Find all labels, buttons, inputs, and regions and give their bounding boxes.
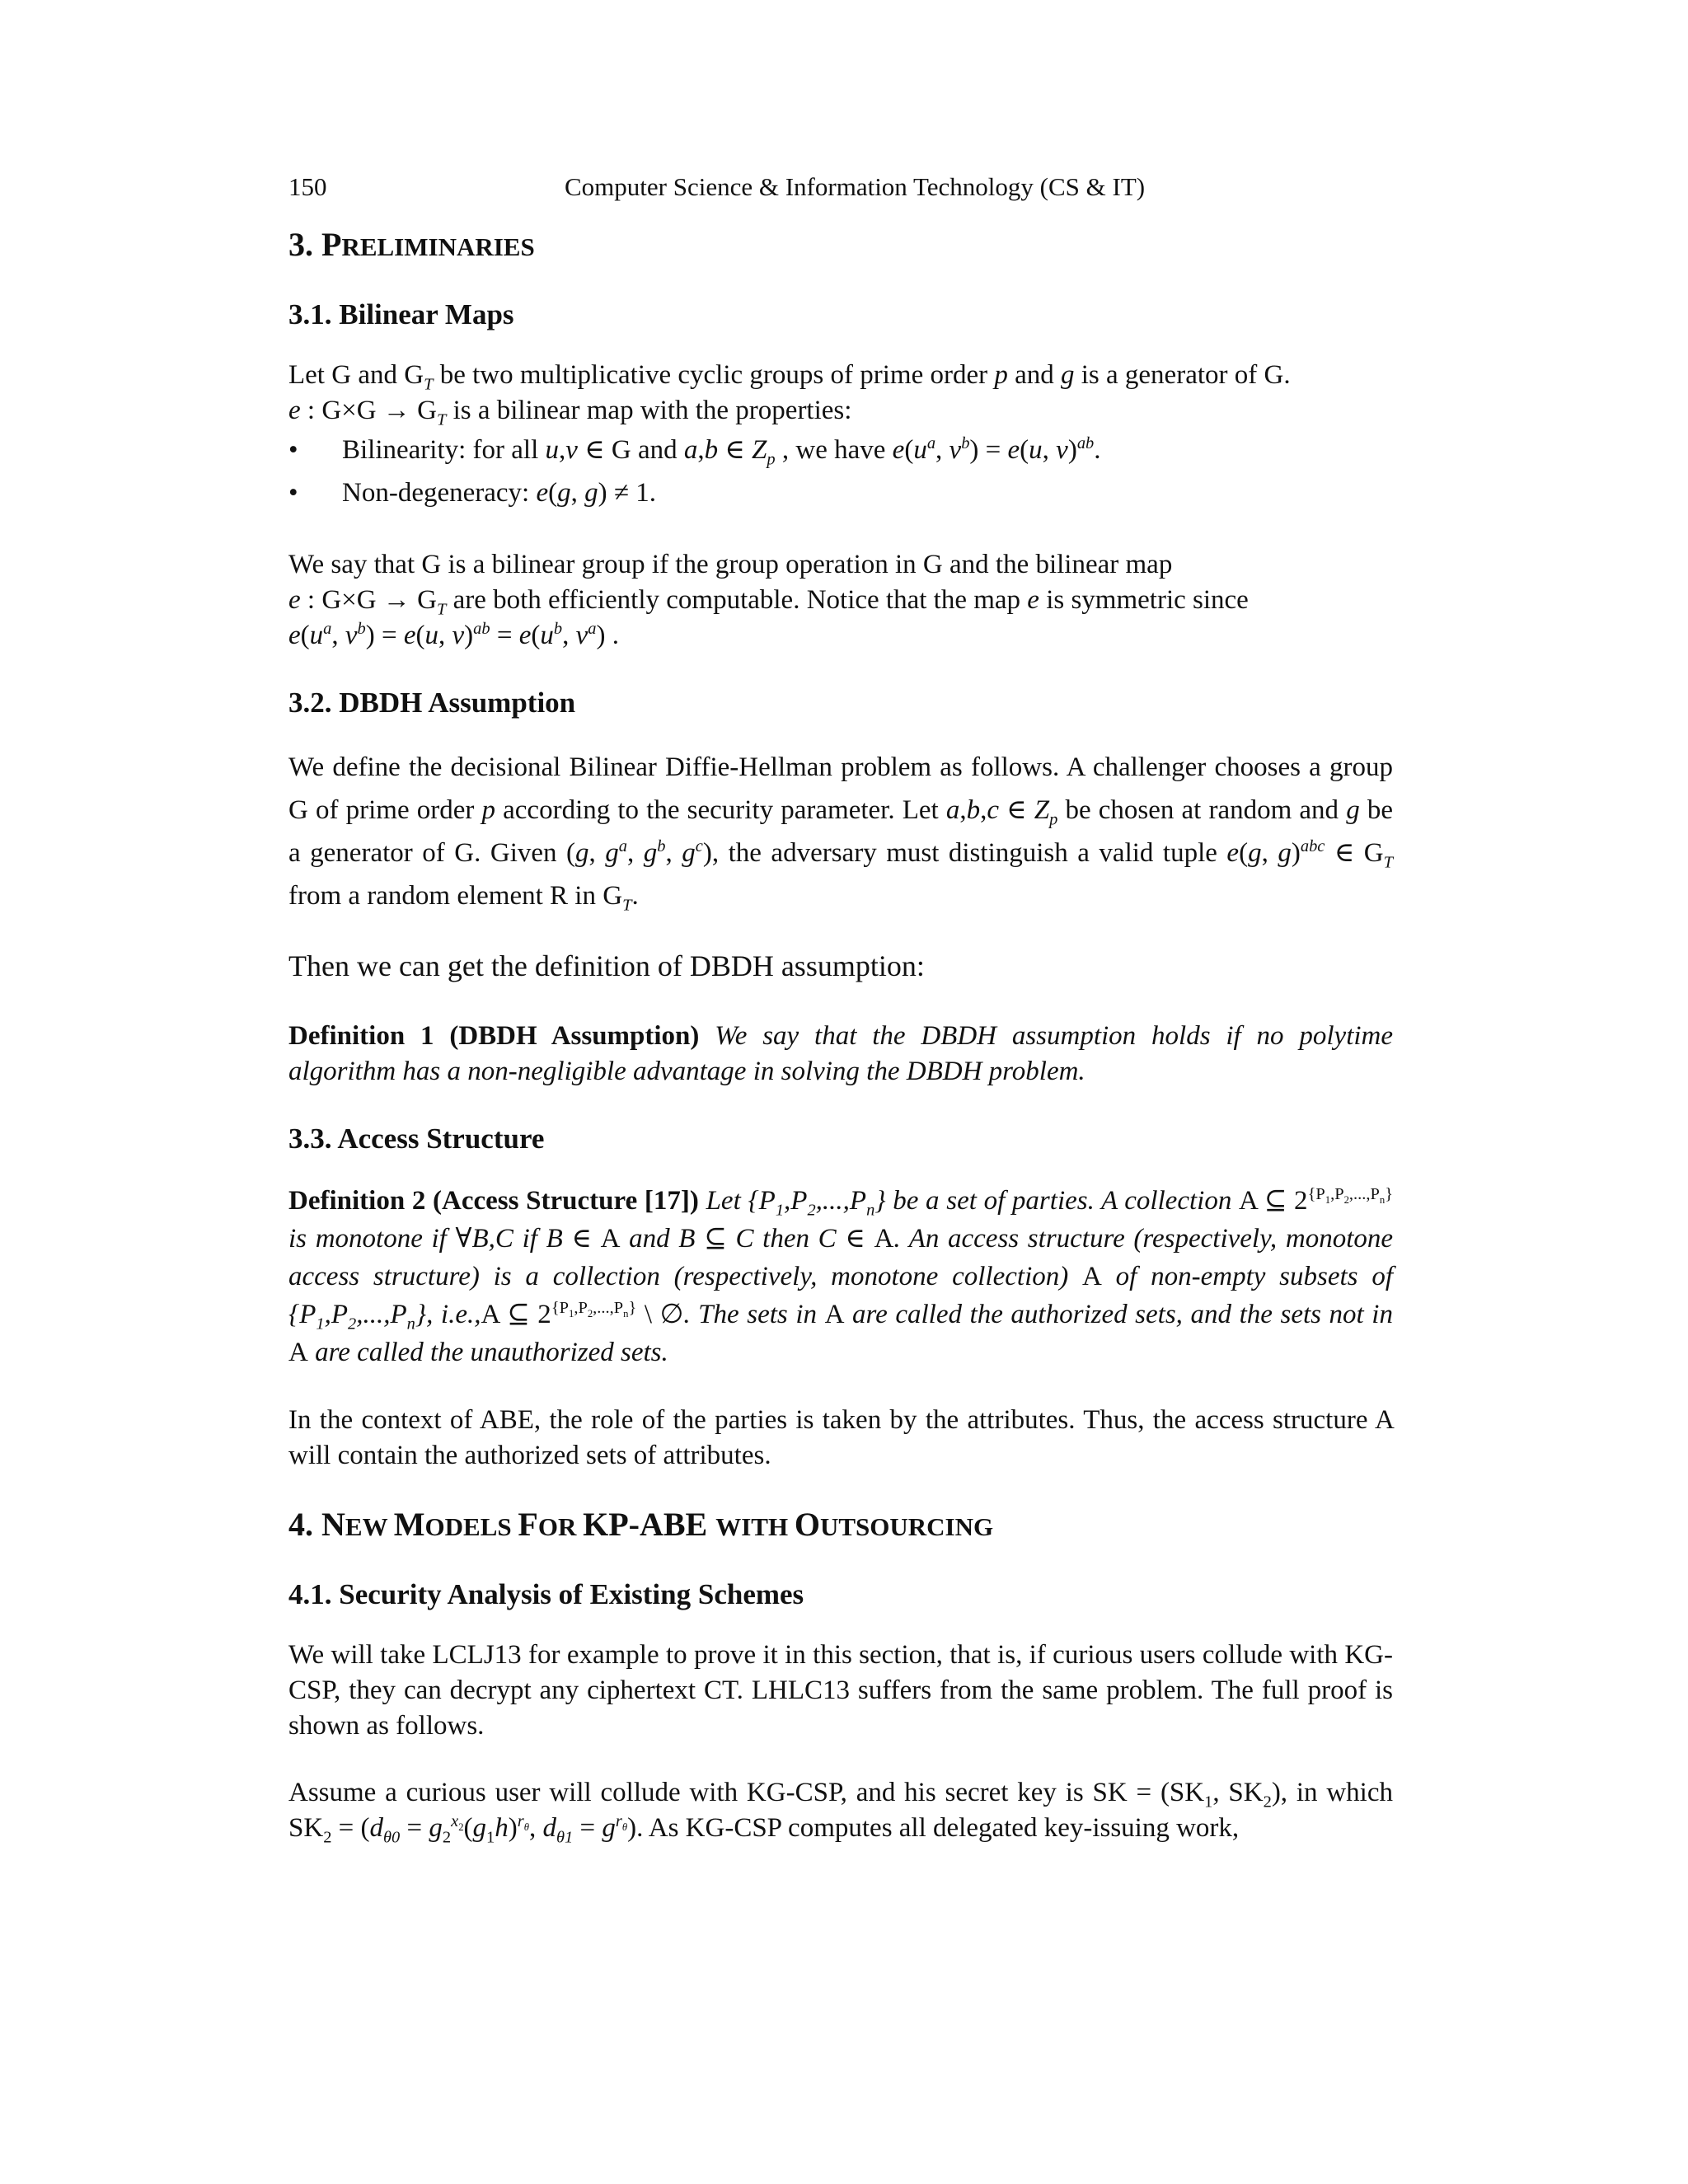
bilinear-intro-paragraph: Let G and $G_T$ be two multiplicative cyclic groups of prime order p and g is a generator of G. e : $G\times G \to G_T$ is a bilinear map with the properties:: [288, 360, 1291, 429]
section-4-1-heading: 4.1. Security Analysis of Existing Schemes: [288, 1578, 804, 1610]
lclj13-paragraph: We will take LCLJ13 for example to prove it in this section, that is, if curious users collude with KG-CSP, they can decrypt any ciphertext CT. LHLC13 suffers from the same problem. The full proof is shown as follows.: [288, 1640, 1393, 1741]
dbdh-paragraph: We define the decisional Bilinear Diffie-Hellman problem as follows. A challenger chooses a group G of prime order p according to the security parameter. Let a,b,c ∈ $Z_p$ be chosen at random and g be a generator of G. Given (g, $g^a$, $g^b$, $g^c$), the adversary must distinguish a valid tuple e(g, g)$^{abc}$ ∈ $G_T$ from a random element R in $G_T$.: [288, 752, 1394, 915]
page-number: 150: [288, 172, 327, 201]
list-item: • Bilinearity: for all u,v ∈ G and a,b ∈ $Z_p$ , we have $e(u^a$, $v^b) = e(u$, v)$^{ab}$.: [288, 434, 1101, 469]
text-column: [288, 169, 1393, 1877]
section-3-1-heading: 3.1. Bilinear Maps: [288, 298, 514, 330]
dbdh-lead-in: Then we can get the definition of DBDH assumption:: [288, 949, 925, 982]
abe-context-paragraph: In the context of ABE, the role of the parties is taken by the attributes. Thus, the access structure A will contain the authorized sets of attributes.: [288, 1405, 1393, 1470]
bilinear-properties-list: [288, 429, 1393, 514]
section-3-heading: 3. PRELIMINARIES: [288, 226, 535, 263]
journal-title: Computer Science & Information Technology (CS & IT): [565, 172, 1146, 201]
section-3-3-heading: 3.3. Access Structure: [288, 1122, 545, 1155]
section-4-heading: 4. NEW MODELS FOR KP-ABE WITH OUTSOURCING: [288, 1506, 994, 1543]
list-item: • Non-degeneracy: e(g, g) ≠ 1.: [288, 478, 656, 508]
collusion-paragraph: Assume a curious user will collude with KG-CSP, and his secret key is SK = ($SK_1$, $SK_2$), in which $SK_2 = (d_{\theta 0} = g_2^{x_2}(g_1h)^{r_\theta}$, $d_{\theta 1} = g^{r_\theta}$). As KG-CSP computes all delegated key-issuing work,: [288, 1778, 1393, 1847]
running-head: [288, 169, 1393, 209]
definition-1: Definition 1 (DBDH Assumption) We say that the DBDH assumption holds if no polytime algorithm has a non-negligible advantage in solving the DBDH problem.: [288, 1021, 1394, 1086]
bilinear-group-paragraph: We say that G is a bilinear group if the group operation in G and the bilinear map e : $G\times G \to G_T$ are both efficiently computable. Notice that the map e is symmetric since $e(u^a$, $v^b) = e(u$, $v)^{ab} = e(u^b$, $v^a$) .: [288, 550, 1249, 650]
section-3-2-heading: 3.2. DBDH Assumption: [288, 687, 576, 719]
definition-2: Definition 2 (Access Structure [17]) Let $\{P_1,P_2,...,P_n\}$ be a set of parties. A collection A ⊆ $2^{\{P_1,P_2,...,P_n\}}$ is monotone if ∀B,C if B ∈ A and B ⊆ C then C ∈ A. An access structure (respectively, monotone access structure) is a collection (respectively, monotone collection) A of non-empty subsets of $\{P_1,P_2,...,P_n\}$, i.e.,A ⊆ $2^{\{P_1,P_2,...,P_n\}}$ \ ∅. The sets in A are called the authorized sets, and the sets not in A are called the unauthorized sets.: [288, 1185, 1394, 1367]
